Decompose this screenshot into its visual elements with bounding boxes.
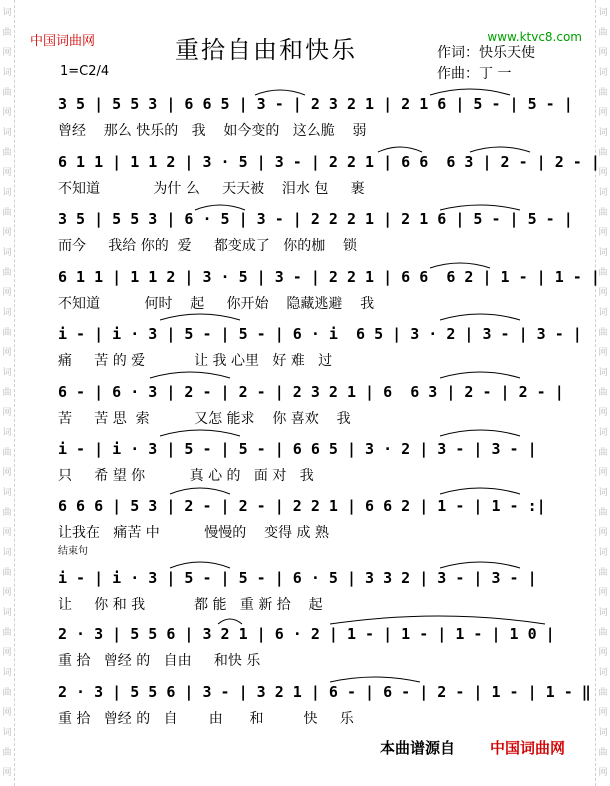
watermark-char: 词 bbox=[2, 128, 12, 138]
watermark-char: 曲 bbox=[2, 88, 12, 98]
slur-arc bbox=[440, 314, 520, 320]
watermark-char: 词 bbox=[2, 188, 12, 198]
site-logo-left[interactable]: 中国词曲网 bbox=[30, 34, 96, 49]
watermark-char: 词 bbox=[2, 248, 12, 258]
lyrics-line: 重 拾 曾经 的 自 由 和 快 乐 bbox=[58, 711, 354, 727]
watermark-char: 网 bbox=[598, 228, 608, 238]
watermark-char: 曲 bbox=[598, 568, 608, 578]
watermark-char: 曲 bbox=[2, 748, 12, 758]
key-signature: 1=C2/4 bbox=[60, 64, 110, 79]
section-label: 结束句 bbox=[58, 546, 88, 557]
notation-line: 2 · 3 | 5 5 6 | 3 - | 3 2 1 | 6 - | 6 - | 2 - | 1 - | 1 - ‖ bbox=[58, 683, 591, 701]
watermark-char: 曲 bbox=[598, 148, 608, 158]
watermark-char: 网 bbox=[2, 348, 12, 358]
watermark-char: 曲 bbox=[598, 628, 608, 638]
slur-arc bbox=[440, 372, 520, 378]
watermark-char: 网 bbox=[598, 168, 608, 178]
watermark-char: 词 bbox=[2, 548, 12, 558]
watermark-char: 曲 bbox=[2, 628, 12, 638]
lyricist-credit: 作词：快乐天使 bbox=[437, 45, 535, 61]
watermark-char: 曲 bbox=[598, 88, 608, 98]
song-title: 重拾自由和快乐 bbox=[175, 36, 357, 64]
notation-line: 3 5 | 5 5 3 | 6 · 5 | 3 - | 2 2 2 1 | 2 1 6 | 5 - | 5 - | bbox=[58, 210, 573, 228]
watermark-char: 曲 bbox=[598, 328, 608, 338]
watermark-char: 曲 bbox=[2, 508, 12, 518]
watermark-char: 词 bbox=[598, 488, 608, 498]
watermark-char: 词 bbox=[598, 368, 608, 378]
watermark-char: 曲 bbox=[598, 688, 608, 698]
source-label: 本曲谱源自 bbox=[380, 739, 456, 757]
watermark-char: 网 bbox=[2, 468, 12, 478]
lyrics-line: 不知道 为什 么 天天被 泪水 包 裹 bbox=[58, 181, 365, 197]
watermark-char: 词 bbox=[598, 668, 608, 678]
watermark-char: 网 bbox=[598, 48, 608, 58]
lyrics-line: 曾经 那么 快乐的 我 如今变的 这么脆 弱 bbox=[58, 123, 367, 139]
lyrics-line: 让 你 和 我 都 能 重 新 拾 起 bbox=[58, 597, 323, 613]
notation-line: 6 6 6 | 5 3 | 2 - | 2 - | 2 2 1 | 6 6 2 | 1 - | 1 - :| bbox=[58, 497, 546, 515]
watermark-char: 曲 bbox=[2, 208, 12, 218]
slur-arc bbox=[150, 372, 230, 378]
lyrics-line: 只 希 望 你 真 心 的 面 对 我 bbox=[58, 468, 314, 484]
watermark-char: 词 bbox=[598, 428, 608, 438]
notation-line: 6 - | 6 · 3 | 2 - | 2 - | 2 3 2 1 | 6 6 3 | 2 - | 2 - | bbox=[58, 383, 564, 401]
watermark-char: 网 bbox=[2, 48, 12, 58]
watermark-char: 网 bbox=[598, 348, 608, 358]
watermark-char: 词 bbox=[2, 608, 12, 618]
watermark-right-strip bbox=[595, 0, 610, 786]
source-site-link[interactable]: 中国词曲网 bbox=[490, 739, 566, 757]
watermark-char: 词 bbox=[2, 488, 12, 498]
watermark-char: 曲 bbox=[2, 388, 12, 398]
watermark-char: 词 bbox=[598, 308, 608, 318]
watermark-char: 网 bbox=[598, 408, 608, 418]
watermark-char: 网 bbox=[2, 288, 12, 298]
notation-line: 6 1 1 | 1 1 2 | 3 · 5 | 3 - | 2 2 1 | 6 6 6 2 | 1 - | 1 - | bbox=[58, 268, 600, 286]
watermark-char: 词 bbox=[2, 368, 12, 378]
watermark-char: 词 bbox=[2, 428, 12, 438]
site-url[interactable]: www.ktvc8.com bbox=[487, 30, 582, 44]
watermark-char: 网 bbox=[2, 708, 12, 718]
watermark-char: 曲 bbox=[2, 28, 12, 38]
lyrics-line: 而今 我给 你的 爱 都变成了 你的枷 锁 bbox=[58, 238, 358, 254]
watermark-char: 词 bbox=[598, 608, 608, 618]
watermark-char: 词 bbox=[598, 68, 608, 78]
lyrics-line: 苦 苦 思 索 又怎 能求 你 喜欢 我 bbox=[58, 411, 351, 427]
watermark-char: 网 bbox=[2, 168, 12, 178]
watermark-char: 词 bbox=[598, 188, 608, 198]
watermark-char: 词 bbox=[2, 8, 12, 18]
watermark-char: 网 bbox=[598, 648, 608, 658]
watermark-char: 词 bbox=[598, 128, 608, 138]
slur-arc bbox=[160, 430, 240, 436]
watermark-char: 词 bbox=[2, 68, 12, 78]
slur-arc bbox=[440, 430, 520, 436]
watermark-char: 网 bbox=[2, 408, 12, 418]
lyrics-line: 重 拾 曾经 的 自由 和快 乐 bbox=[58, 653, 261, 669]
watermark-char: 网 bbox=[2, 108, 12, 118]
lyrics-line: 不知道 何时 起 你开始 隐藏逃避 我 bbox=[58, 296, 375, 312]
watermark-char: 曲 bbox=[598, 448, 608, 458]
watermark-char: 曲 bbox=[598, 28, 608, 38]
watermark-char: 网 bbox=[598, 768, 608, 778]
notation-line: i - | i · 3 | 5 - | 5 - | 6 · 5 | 3 3 2 | 3 - | 3 - | bbox=[58, 569, 537, 587]
watermark-char: 网 bbox=[598, 288, 608, 298]
lyrics-line: 让我在 痛苦 中 慢慢的 变得 成 熟 bbox=[58, 525, 330, 541]
watermark-char: 网 bbox=[598, 108, 608, 118]
watermark-char: 词 bbox=[598, 548, 608, 558]
notation-line: 6 1 1 | 1 1 2 | 3 · 5 | 3 - | 2 2 1 | 6 6 6 3 | 2 - | 2 - | bbox=[58, 153, 600, 171]
watermark-char: 词 bbox=[2, 308, 12, 318]
watermark-char: 词 bbox=[2, 668, 12, 678]
watermark-char: 网 bbox=[2, 588, 12, 598]
watermark-char: 网 bbox=[598, 468, 608, 478]
watermark-char: 曲 bbox=[598, 268, 608, 278]
watermark-left-strip bbox=[0, 0, 15, 786]
watermark-char: 词 bbox=[598, 8, 608, 18]
notation-line: i - | i · 3 | 5 - | 5 - | 6 6 5 | 3 · 2 | 3 - | 3 - | bbox=[58, 440, 537, 458]
watermark-char: 网 bbox=[598, 588, 608, 598]
watermark-char: 曲 bbox=[598, 748, 608, 758]
watermark-char: 曲 bbox=[2, 148, 12, 158]
watermark-char: 曲 bbox=[2, 448, 12, 458]
watermark-char: 网 bbox=[2, 648, 12, 658]
composer-credit: 作曲：丁 一 bbox=[437, 66, 512, 82]
watermark-char: 网 bbox=[598, 528, 608, 538]
watermark-char: 曲 bbox=[598, 388, 608, 398]
watermark-char: 网 bbox=[598, 708, 608, 718]
watermark-char: 网 bbox=[2, 228, 12, 238]
notation-line: 2 · 3 | 5 5 6 | 3 2 1 | 6 · 2 | 1 - | 1 - | 1 - | 1 0 | bbox=[58, 625, 555, 643]
watermark-char: 词 bbox=[598, 248, 608, 258]
watermark-char: 网 bbox=[2, 528, 12, 538]
watermark-char: 曲 bbox=[2, 328, 12, 338]
slur-arc bbox=[160, 314, 240, 320]
watermark-char: 曲 bbox=[598, 208, 608, 218]
notation-line: i - | i · 3 | 5 - | 5 - | 6 · i 6 5 | 3 · 2 | 3 - | 3 - | bbox=[58, 325, 582, 343]
watermark-char: 曲 bbox=[2, 688, 12, 698]
watermark-char: 词 bbox=[2, 728, 12, 738]
watermark-char: 曲 bbox=[2, 268, 12, 278]
watermark-char: 曲 bbox=[598, 508, 608, 518]
notation-line: 3 5 | 5 5 3 | 6 6 5 | 3 - | 2 3 2 1 | 2 1 6 | 5 - | 5 - | bbox=[58, 95, 573, 113]
lyrics-line: 痛 苦 的 爱 让 我 心里 好 难 过 bbox=[58, 353, 333, 369]
watermark-char: 词 bbox=[598, 728, 608, 738]
watermark-char: 网 bbox=[2, 768, 12, 778]
watermark-char: 曲 bbox=[2, 568, 12, 578]
